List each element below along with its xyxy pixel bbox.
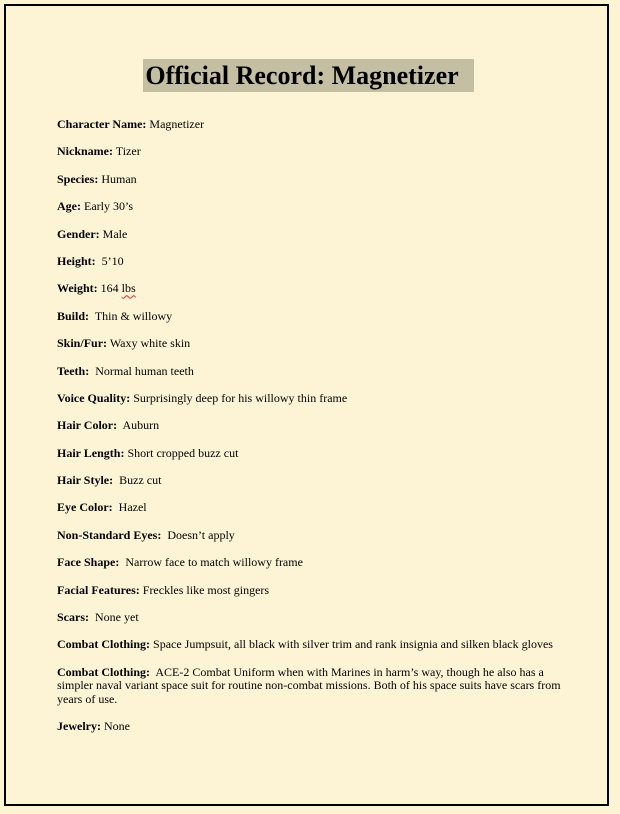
field-value: Short cropped buzz cut — [127, 445, 239, 460]
field-label: Combat Clothing: — [57, 637, 151, 652]
field-value: Buzz cut — [119, 473, 162, 488]
field-value: Normal human teeth — [95, 363, 194, 378]
field-value: None yet — [95, 610, 139, 625]
field-label: Hair Length: — [57, 445, 125, 460]
field-label: Eye Color: — [57, 500, 113, 515]
field-hair-style — [57, 474, 577, 488]
field-value: Doesn’t apply — [167, 527, 235, 542]
field-character-name — [57, 118, 577, 132]
field-eye-color — [57, 501, 577, 515]
field-species — [57, 173, 577, 187]
field-label: Hair Style: — [57, 473, 114, 488]
field-skin-fur — [57, 337, 577, 351]
field-list — [57, 118, 577, 748]
field-value: Male — [102, 226, 128, 241]
field-hair-length — [57, 447, 577, 461]
field-label: Gender: — [57, 226, 100, 241]
field-label: Jewelry: — [57, 719, 101, 734]
field-label: Combat Clothing: — [57, 664, 151, 679]
field-label: Height: — [57, 253, 96, 268]
field-jewelry — [57, 720, 577, 734]
field-value: ACE-2 Combat Uniform when with Marines in harm’s way, though he also has a simpler naval variant space suit for routine non-combat missions. Both of his space suits have scars from years of use. — [57, 664, 561, 706]
field-value: Narrow face to match willowy frame — [125, 555, 303, 570]
field-value: Freckles like most gingers — [142, 582, 270, 597]
field-label: Facial Features: — [57, 582, 140, 597]
field-label: Age: — [57, 199, 81, 214]
field-label: Hair Color: — [57, 418, 118, 433]
field-teeth — [57, 365, 577, 379]
field-non-standard-eyes — [57, 529, 577, 543]
field-combat-clothing — [57, 638, 577, 652]
field-facial-features — [57, 584, 577, 598]
field-height — [57, 255, 577, 269]
field-value: Human — [101, 171, 137, 186]
field-age — [57, 200, 577, 214]
field-label: Species: — [57, 171, 99, 186]
field-face-shape — [57, 556, 577, 570]
field-combat-clothing-alt — [57, 666, 577, 707]
page-title: Official Record: Magnetizer — [143, 59, 473, 92]
field-label: Skin/Fur: — [57, 336, 108, 351]
field-value: Hazel — [118, 500, 147, 515]
field-value: Thin & willowy — [94, 308, 173, 323]
field-label: Face Shape: — [57, 555, 120, 570]
field-value: 164 — [100, 281, 119, 296]
field-label: Weight: — [57, 281, 98, 296]
field-label: Build: — [57, 308, 90, 323]
field-value: None — [103, 719, 130, 734]
field-value: Auburn — [122, 418, 160, 433]
field-scars — [57, 611, 577, 625]
field-label: Non-Standard Eyes: — [57, 527, 162, 542]
field-weight — [57, 282, 577, 296]
field-hair-color — [57, 419, 577, 433]
field-value: 5’10 — [101, 253, 124, 268]
field-nickname — [57, 145, 577, 159]
field-value: Magnetizer — [149, 117, 205, 131]
field-value: Space Jumpsuit, all black with silver trim and rank insignia and silken black gloves — [153, 637, 553, 652]
page-frame — [4, 4, 609, 806]
field-value: Tizer — [115, 144, 141, 159]
field-value: Surprisingly deep for his willowy thin frame — [133, 390, 348, 405]
field-value: Waxy white skin — [109, 336, 191, 351]
field-label: Nickname: — [57, 144, 113, 159]
field-label: Voice Quality: — [57, 390, 131, 405]
field-label: Character Name: — [57, 117, 147, 131]
field-label: Teeth: — [57, 363, 90, 378]
field-label: Scars: — [57, 610, 89, 625]
field-voice-quality — [57, 392, 577, 406]
field-build — [57, 310, 577, 324]
field-value: Early 30’s — [84, 199, 133, 214]
field-value-unit: lbs — [121, 281, 136, 296]
field-gender — [57, 228, 577, 242]
title-wrap — [6, 59, 607, 92]
